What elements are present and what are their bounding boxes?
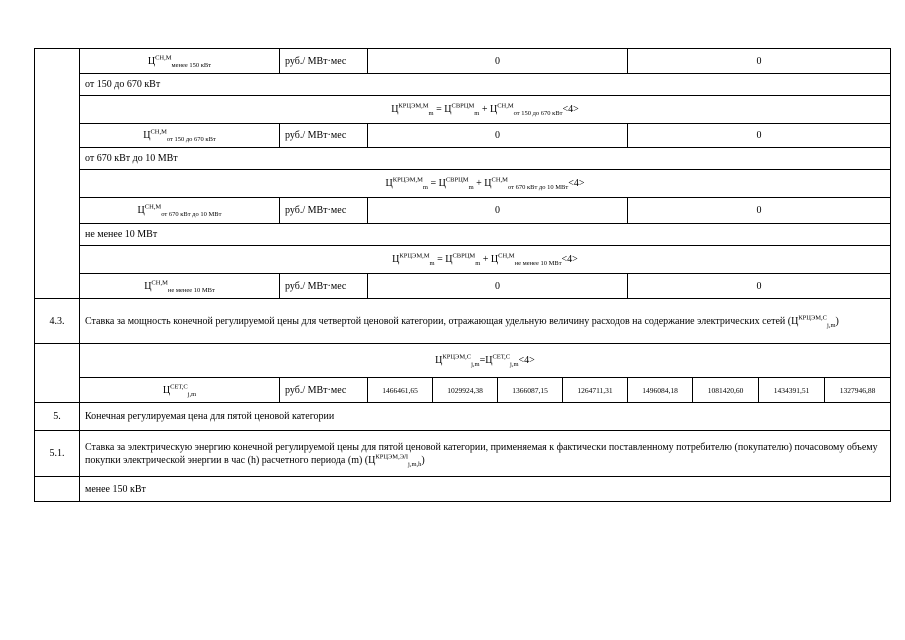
range-label: от 670 кВт до 10 МВт xyxy=(80,148,891,170)
value-cell: 0 xyxy=(628,198,891,224)
table-row xyxy=(35,198,891,224)
value-cell: 1466461,65 xyxy=(368,378,433,403)
row-number-cell: 5. xyxy=(35,403,80,431)
formula-cell: $Ц^{КРЦЭМ,М}_m = Ц^{СВРЦМ}_m + Ц^{СН,М}_{не менее 10 МВт}<4>$ xyxy=(80,246,891,274)
formula-cell: $Ц^{КРЦЭМ,М}_m = Ц^{СВРЦМ}_m + Ц^{СН,М}_{от 150 до 670 кВт}<4>$ xyxy=(80,96,891,124)
table-row xyxy=(35,431,891,477)
value-cell: 1434391,51 xyxy=(759,378,825,403)
section-description: Ставка за мощность конечной регулируемой цены для четвертой ценовой категории, отражающая удельную величину расходов на содержание электрических сетей $(Ц^{КРЦЭМ,С}_{j,m})$ xyxy=(80,299,891,344)
section-description: Конечная регулируемая цена для пятой ценовой категории xyxy=(80,403,891,431)
symbol-cell: $Ц^{СН,М}_{от 150 до 670 кВт}$ xyxy=(80,124,280,148)
value-cell: 0 xyxy=(628,49,891,74)
section-description: Ставка за электрическую энергию конечной регулируемой цены для пятой ценовой категории, применяемая к фактически поставленному потребителю (покупателю) почасовому объему покупки электрической энергии в час (h) расчетного периода (m) $(Ц^{КРЦЭМ,ЭЛ}_{j,m,h})$ xyxy=(80,431,891,477)
value-cell: 1366087,15 xyxy=(498,378,563,403)
value-cell: 0 xyxy=(368,198,628,224)
row-number-cell: 4.3. xyxy=(35,299,80,344)
formula-cell: $Ц^{КРЦЭМ,С}_{j,m}=Ц^{СЕТ,С}_{j,m}<4>$ xyxy=(80,344,891,378)
formula-cell: $Ц^{КРЦЭМ,М}_m = Ц^{СВРЦМ}_m + Ц^{СН,М}_{от 670 кВт до 10 МВт}<4>$ xyxy=(80,170,891,198)
table-row xyxy=(35,74,891,96)
table-row xyxy=(35,477,891,502)
value-cell: 0 xyxy=(368,274,628,299)
row-number-cell xyxy=(35,344,80,403)
row-number-cell xyxy=(35,49,80,299)
unit-cell: руб./ МВт·мес xyxy=(280,198,368,224)
value-cell: 1327946,88 xyxy=(825,378,891,403)
symbol-cell: $Ц^{СН,М}_{от 670 кВт до 10 МВт}$ xyxy=(80,198,280,224)
value-cell: 0 xyxy=(628,124,891,148)
value-cell: 0 xyxy=(628,274,891,299)
table-row xyxy=(35,148,891,170)
table-row xyxy=(35,299,891,344)
value-cell: 1029924,38 xyxy=(433,378,498,403)
unit-cell: руб./ МВт·мес xyxy=(280,49,368,74)
unit-cell: руб./ МВт·мес xyxy=(280,274,368,299)
table-row xyxy=(35,344,891,378)
table-row xyxy=(35,246,891,274)
row-number-cell: 5.1. xyxy=(35,431,80,477)
table-row xyxy=(35,96,891,124)
table-row xyxy=(35,378,891,403)
range-label: менее 150 кВт xyxy=(80,477,891,502)
value-cell: 0 xyxy=(368,49,628,74)
row-number-cell xyxy=(35,477,80,502)
range-label: от 150 до 670 кВт xyxy=(80,74,891,96)
symbol-cell: $Ц^{СЕТ,С}_{j,m}$ xyxy=(80,378,280,403)
table-row xyxy=(35,49,891,74)
value-cell: 1081420,60 xyxy=(693,378,759,403)
table-row xyxy=(35,170,891,198)
value-cell: 1496084,18 xyxy=(628,378,693,403)
tariff-table xyxy=(34,48,891,502)
range-label: не менее 10 МВт xyxy=(80,224,891,246)
unit-cell: руб./ МВт·мес xyxy=(280,124,368,148)
symbol-cell: $Ц^{СН,М}_{не менее 10 МВт}$ xyxy=(80,274,280,299)
value-cell: 1264711,31 xyxy=(563,378,628,403)
table-row xyxy=(35,124,891,148)
table-row xyxy=(35,274,891,299)
table-row xyxy=(35,224,891,246)
table-row xyxy=(35,403,891,431)
unit-cell: руб./ МВт·мес xyxy=(280,378,368,403)
symbol-cell: $Ц^{СН,М}_{менее 150 кВт}$ xyxy=(80,49,280,74)
value-cell: 0 xyxy=(368,124,628,148)
